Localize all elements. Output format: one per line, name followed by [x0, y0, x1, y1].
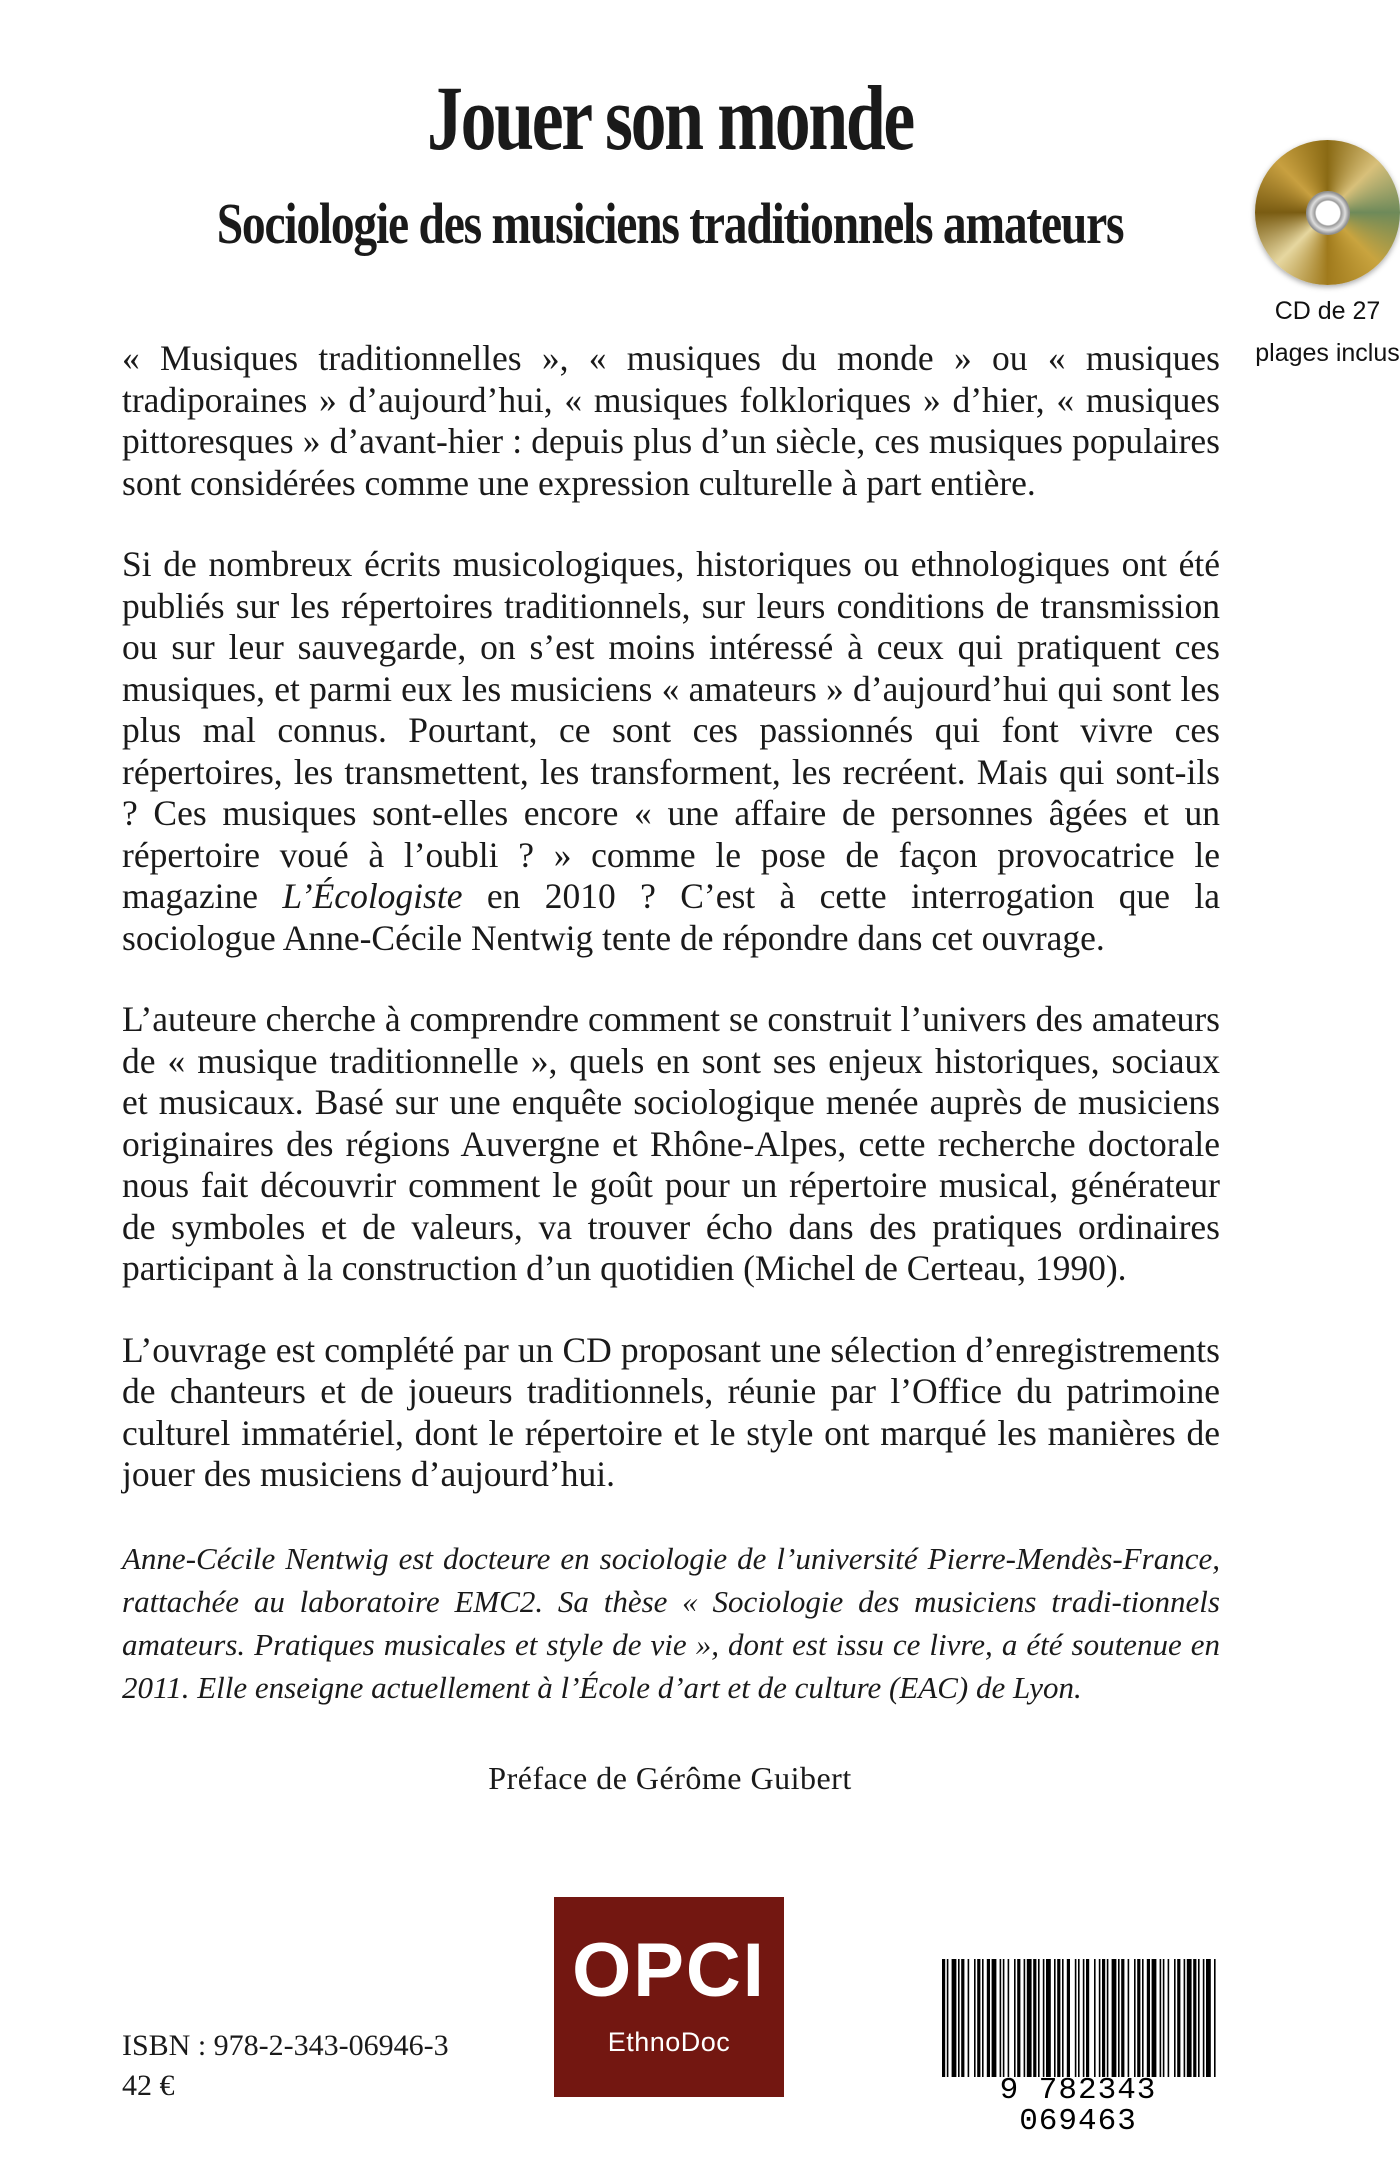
- barcode-bar: [1147, 1959, 1150, 2077]
- barcode-bar: [1102, 1959, 1105, 2077]
- barcode-bar: [977, 1959, 980, 2077]
- barcode-bar: [1121, 1959, 1124, 2077]
- barcode-bar: [1094, 1959, 1096, 2077]
- barcode-bar: [958, 1959, 960, 2077]
- barcode-bar: [1008, 1959, 1010, 2077]
- barcode-bar: [1160, 1959, 1162, 2077]
- barcode-bar: [1067, 1959, 1070, 2077]
- barcode-bar: [1177, 1959, 1180, 2077]
- cd-disc-icon: [1255, 140, 1400, 285]
- barcode-bar: [1193, 1959, 1196, 2077]
- barcode-bar: [987, 1959, 990, 2077]
- book-subtitle: Sociologie des musiciens traditionnels amateurs: [216, 191, 1124, 256]
- barcode-bar: [1174, 1959, 1176, 2077]
- blurb-paragraph-1: « Musiques traditionnelles », « musiques du monde » ou « musiques tradiporaines » d’aujourd’hui, « musiques folkloriques » d’hier, « musiques pittoresques » d’avant-hier : depuis plus d’un siècle, ces musiques populaires sont considérées comme une expression culturelle à part entière.: [122, 338, 1220, 503]
- barcode-bar: [1163, 1959, 1165, 2077]
- barcode-bar: [1083, 1959, 1085, 2077]
- barcode-bar: [1099, 1959, 1101, 2077]
- blurb-paragraph-2: Si de nombreux écrits musicologiques, historiques ou ethnologiques ont été publiés sur les répertoires traditionnels, sur leurs conditions de transmission ou sur leur sauvegarde, on s’est moins intéressé à ceux qui pratiquent ces musiques, et parmi eux les musiciens « amateurs » d’aujourd’hui qui sont les plus mal connus. Pourtant, ce sont ces passionnés qui font vivre ces répertoires, les transmettent, les transforment, les recréent. Mais qui sont-ils ? Ces musiques sont-elles encore « une affaire de personnes âgées et un répertoire voué à l’oubli ? » comme le pose de façon provocatrice le magazine L’Écologiste en 2010 ? C’est à cette interrogation que la sociologue Anne-Cécile Nentwig tente de répondre dans cet ouvrage.: [122, 544, 1220, 958]
- barcode-bar: [942, 1959, 945, 2077]
- barcode-bar: [1014, 1959, 1016, 2077]
- barcode-bar: [1152, 1959, 1157, 2077]
- publisher-logo: [554, 1897, 784, 2097]
- book-title: Jouer son monde: [427, 67, 913, 169]
- barcode-bar: [1000, 1959, 1002, 2077]
- barcode-bar: [1137, 1959, 1140, 2077]
- barcode-bar: [1128, 1959, 1130, 2077]
- publisher-logo-main: OPCI: [572, 1928, 766, 2013]
- author-bio: Anne-Cécile Nentwig est docteure en sociologie de l’université Pierre-Mendès-France, rattachée au laboratoire EMC2. Sa thèse « Sociologie des musiciens tradi-tionnels amateurs. Pratiques musicales et style de vie », dont est issu ce livre, a été soutenue en 2011. Elle enseigne actuellement à l’École d’art et de culture (EAC) de Lyon.: [122, 1541, 1220, 1705]
- barcode-bar: [1075, 1959, 1077, 2077]
- blurb-paragraph-4: L’ouvrage est complété par un CD proposant une sélection d’enregistrements de chanteurs et de joueurs traditionnels, réunie par l’Office du patrimoine culturel immatériel, dont le répertoire et le style ont marqué les manières de jouer des musiciens d’aujourd’hui.: [122, 1329, 1220, 1494]
- back-cover-blurb: [122, 338, 1220, 1536]
- barcode-bar: [1134, 1959, 1136, 2077]
- barcode-bar: [1142, 1959, 1144, 2077]
- barcode-bar: [952, 1959, 957, 2077]
- barcode-bar: [982, 1959, 984, 2077]
- barcode-bar: [974, 1959, 976, 2077]
- magazine-title: L’Écologiste: [282, 876, 463, 916]
- cd-caption-line2: plages inclus: [1255, 339, 1400, 367]
- barcode-bar: [1043, 1959, 1045, 2077]
- barcode-bar: [1078, 1959, 1080, 2077]
- preface-credit: Préface de Gérôme Guibert: [488, 1760, 852, 1796]
- barcode-bar: [1203, 1959, 1205, 2077]
- barcode-digits: 9 782343 069463: [999, 2073, 1157, 2139]
- price: 42 €: [122, 2069, 175, 2102]
- barcode-bar: [961, 1959, 964, 2077]
- barcode-bar: [1046, 1959, 1051, 2077]
- isbn: ISBN : 978-2-343-06946-3: [122, 2029, 449, 2062]
- barcode-bar: [1118, 1959, 1120, 2077]
- cd-caption-line1: CD de 27: [1274, 297, 1381, 325]
- barcode-bar: [1168, 1959, 1170, 2077]
- cd-hole: [1306, 191, 1350, 235]
- barcode-bar: [1198, 1959, 1200, 2077]
- barcode-bar: [1214, 1959, 1216, 2077]
- barcode-bar: [1003, 1959, 1005, 2077]
- barcode-bar: [1086, 1959, 1089, 2077]
- barcode-icon: [938, 1959, 1218, 2077]
- barcode-bar: [1054, 1959, 1056, 2077]
- barcode-bar: [1033, 1959, 1036, 2077]
- barcode-bar: [1112, 1959, 1117, 2077]
- barcode-bar: [992, 1959, 997, 2077]
- barcode-bar: [1062, 1959, 1064, 2077]
- publisher-logo-sub: EthnoDoc: [607, 2027, 731, 2057]
- barcode-bar: [1057, 1959, 1060, 2077]
- barcode-bar: [1184, 1959, 1186, 2077]
- barcode-bar: [1027, 1959, 1032, 2077]
- barcode-bar: [1187, 1959, 1192, 2077]
- barcode-bar: [1107, 1959, 1109, 2077]
- barcode-bar: [968, 1959, 970, 2077]
- barcode-bar: [1206, 1959, 1211, 2077]
- barcode-bar: [1038, 1959, 1040, 2077]
- barcode-bar: [1024, 1959, 1026, 2077]
- blurb-paragraph-3: L’auteure cherche à comprendre comment se construit l’univers des amateurs de « musique traditionnelle », quels en sont ses enjeux historiques, sociaux et musicaux. Basé sur une enquête sociologique menée auprès de musiciens originaires des régions Auvergne et Rhône-Alpes, cette recherche doctorale nous fait découvrir comment le goût pour un répertoire musical, générateur de symboles et de valeurs, va trouver écho dans des pratiques ordinaires participant à la construction d’un quotidien (Michel de Certeau, 1990).: [122, 999, 1220, 1288]
- barcode: [938, 1959, 1218, 2139]
- cd-caption: [1255, 290, 1400, 374]
- barcode-bar: [1017, 1959, 1020, 2077]
- barcode-bar: [947, 1959, 949, 2077]
